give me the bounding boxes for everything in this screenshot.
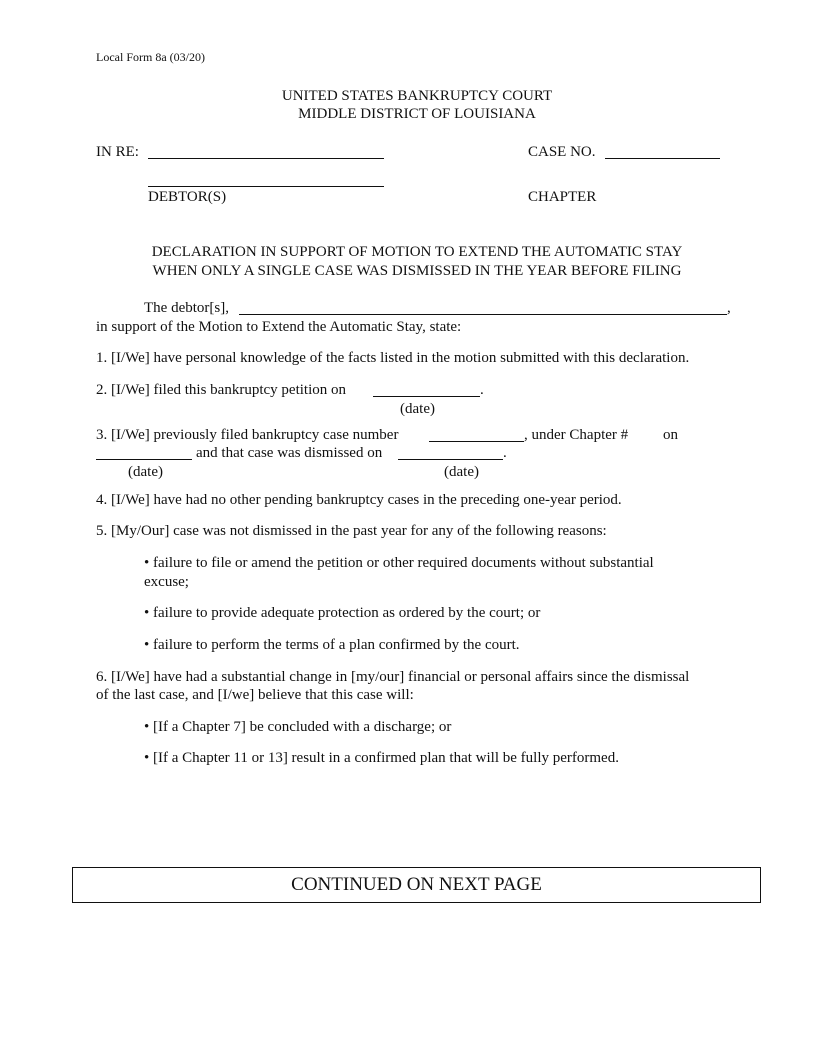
court-district: MIDDLE DISTRICT OF LOUISIANA [298,106,536,122]
continued-notice: CONTINUED ON NEXT PAGE [291,874,542,895]
petition-date-field[interactable] [373,396,480,397]
debtors-label: DEBTOR(S) [148,189,227,205]
petition-date-caption: (date) [400,401,435,417]
case-no-label: CASE NO. [528,144,596,160]
intro-comma: , [727,300,731,316]
form-id: Local Form 8a (03/20) [96,50,205,64]
intro-continuation: in support of the Motion to Extend the Automatic Stay, state: [96,319,462,335]
debtor-name-field[interactable] [148,158,384,159]
item-2-text: 2. [I/We] filed this bankruptcy petition on [96,382,346,398]
declaration-title-line2: WHEN ONLY A SINGLE CASE WAS DISMISSED IN THE YEAR BEFORE FILING [152,263,682,279]
prior-case-number-field[interactable] [429,441,524,442]
dismissal-date-field[interactable] [398,459,503,460]
item-4: 4. [I/We] have had no other pending bankruptcy cases in the preceding one-year period. [96,492,622,508]
dismissal-date-caption: (date) [444,464,479,480]
prior-filing-date-caption: (date) [128,464,163,480]
chapter-label: CHAPTER [528,189,597,205]
item-3-on: on [663,427,678,443]
declaration-title-line1: DECLARATION IN SUPPORT OF MOTION TO EXTEND THE AUTOMATIC STAY [151,244,683,260]
item-3-under-chapter: , under Chapter # [524,427,629,443]
item-6-line1: 6. [I/We] have had a substantial change in [my/our] financial or personal affairs since the dismissal [96,669,690,685]
item-3-dismissed-text: and that case was dismissed on [196,445,383,461]
intro-lead: The debtor[s], [144,300,229,316]
item-1: 1. [I/We] have personal knowledge of the facts listed in the motion submitted with this declaration. [96,350,690,366]
debtor-name-field-2[interactable] [148,186,384,187]
item-5-bullet-2: • failure to provide adequate protection as ordered by the court; or [144,605,541,621]
item-5-bullet-1-line1: • failure to file or amend the petition or other required documents without substantial [144,555,654,571]
item-5: 5. [My/Our] case was not dismissed in the past year for any of the following reasons: [96,523,607,539]
item-6-bullet-2: • [If a Chapter 11 or 13] result in a confirmed plan that will be fully performed. [144,750,619,766]
item-3-end: . [503,445,507,461]
item-2-end: . [480,382,484,398]
continued-notice-box [72,867,761,903]
item-5-bullet-1-line2: excuse; [144,574,189,590]
prior-filing-date-field[interactable] [96,459,192,460]
item-3-text: 3. [I/We] previously filed bankruptcy case number [96,427,399,443]
court-name: UNITED STATES BANKRUPTCY COURT [281,88,553,104]
item-6-line2: of the last case, and [I/we] believe that this case will: [96,687,414,703]
item-5-bullet-3: • failure to perform the terms of a plan confirmed by the court. [144,637,520,653]
case-no-field[interactable] [605,158,720,159]
debtor-names-field[interactable] [239,314,727,315]
in-re-label: IN RE: [96,144,139,160]
item-6-bullet-1: • [If a Chapter 7] be concluded with a discharge; or [144,719,452,735]
